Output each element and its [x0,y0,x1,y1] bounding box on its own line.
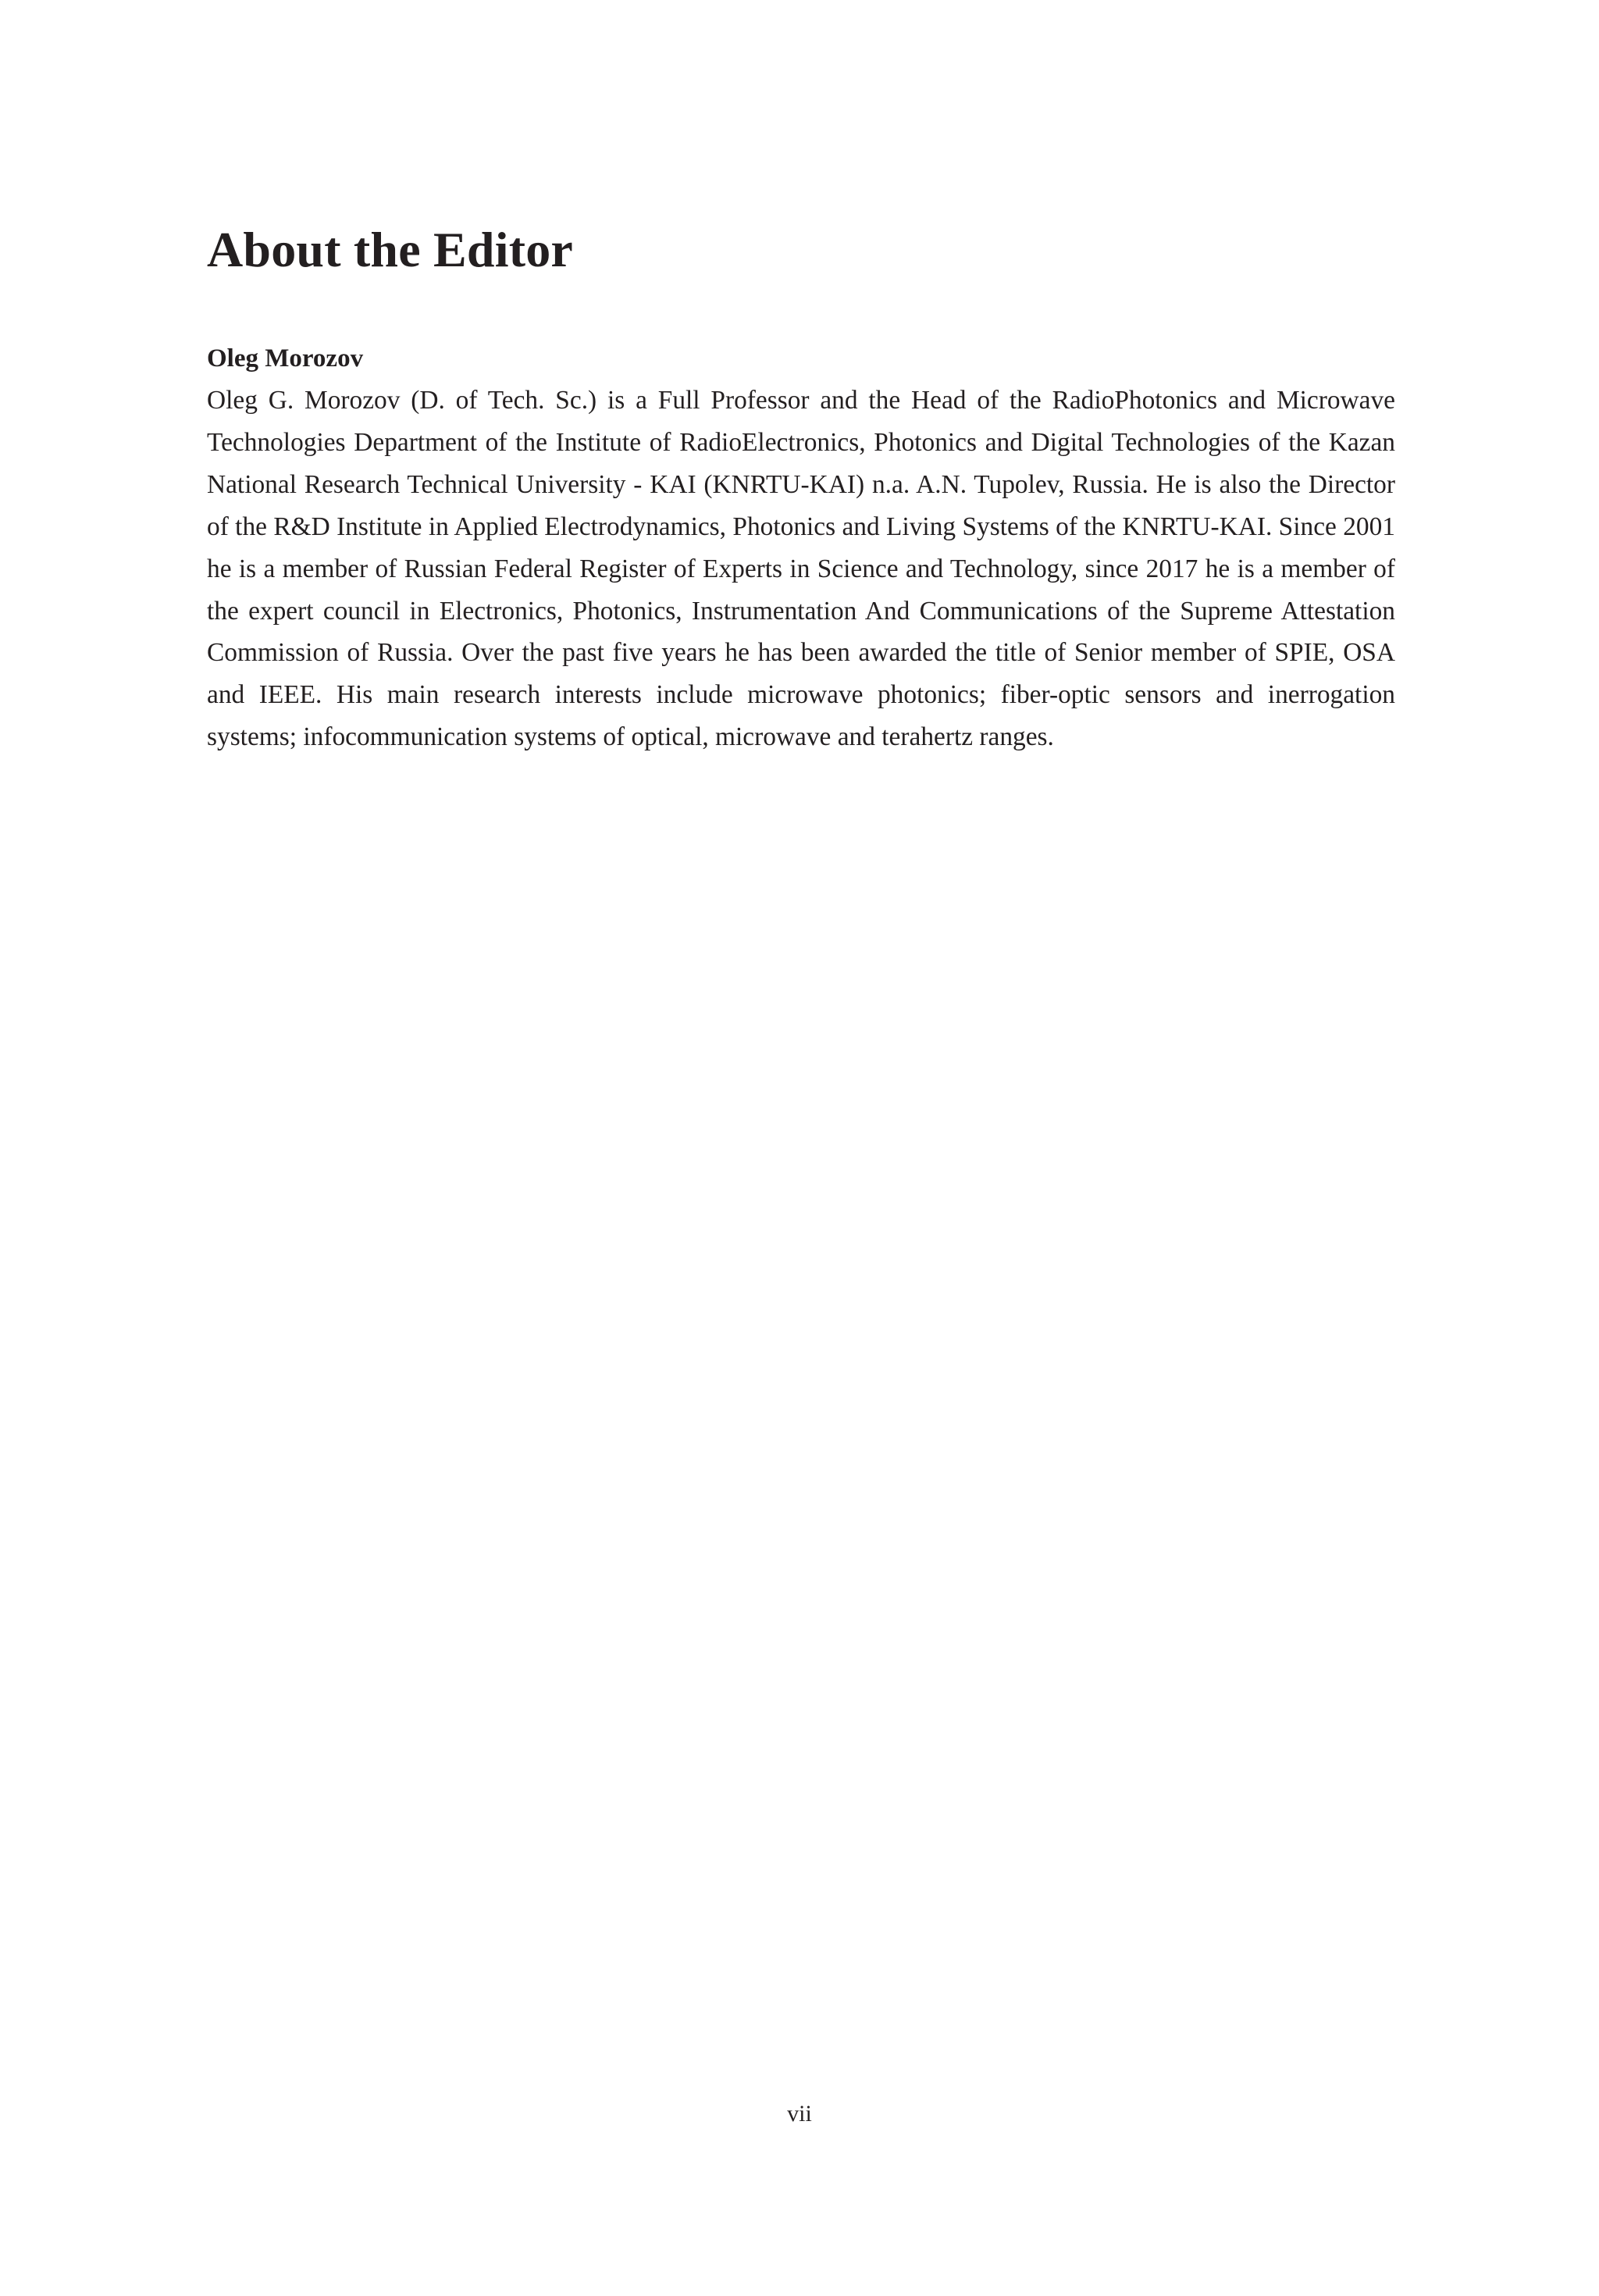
page-number: vii [787,2101,812,2127]
editor-name: Oleg Morozov [207,344,364,373]
page-title: About the Editor [207,222,574,277]
editor-section [207,337,1395,758]
editor-biography: Oleg G. Morozov (D. of Tech. Sc.) is a Full Professor and the Head of the RadioPhotonics and Microwave Technologies Department of the Institute of RadioElectronics, Photonics and Digital Technologies of the Kazan National Research Technical University - KAI (KNRTU-KAI) n.a. A.N. Tupolev, Russia. He is also the Director of the R&D Institute in Applied Electrodynamics, Photonics and Living Systems of the KNRTU-KAI. Since 2001 he is a member of Russian Federal Register of Experts in Science and Technology, since 2017 he is a member of the expert council in Electronics, Photonics, Instrumentation And Communications of the Supreme Attestation Commission of Russia. Over the past five years he has been awarded the title of Senior member of SPIE, OSA and IEEE. His main research interests include microwave photonics; fiber-optic sensors and inerrogation systems; infocommunication systems of optical, microwave and terahertz ranges. [207,386,1395,752]
